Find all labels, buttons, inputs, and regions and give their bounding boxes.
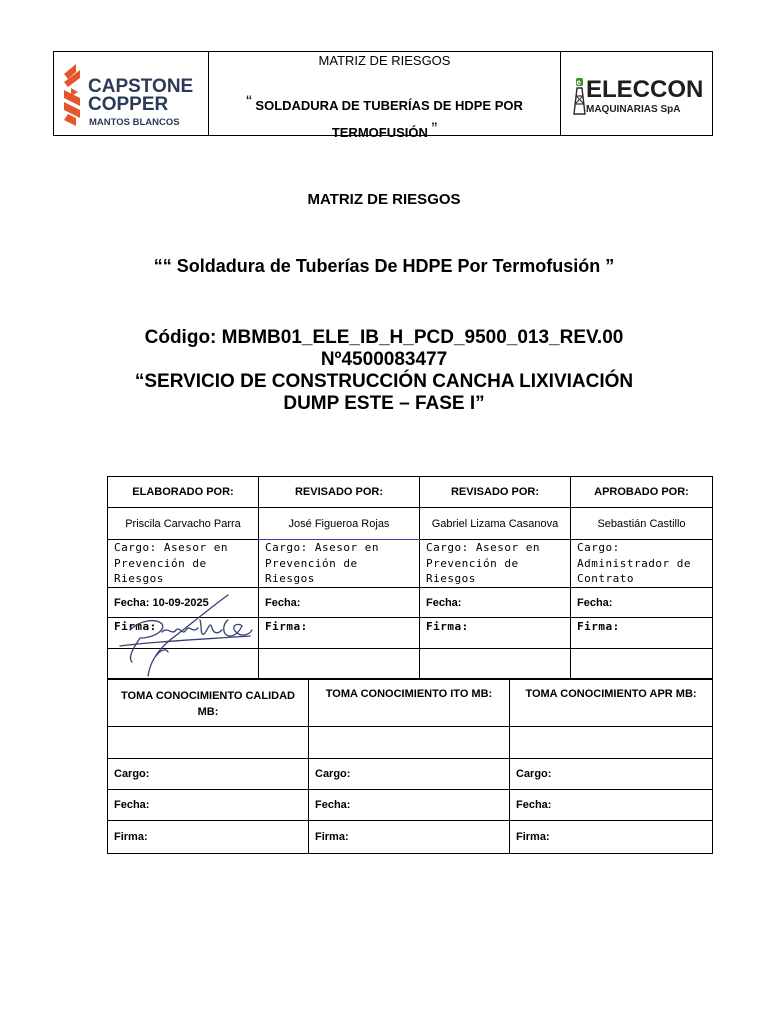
ack-firma-apr: Firma:: [510, 821, 713, 854]
firma-elaborado: Firma:: [108, 618, 259, 649]
eleccon-logo-cell: [561, 52, 712, 135]
header-elaborado: ELABORADO POR:: [108, 477, 259, 508]
header-revisado-2: REVISADO POR:: [420, 477, 571, 508]
header-title-cell: [209, 52, 561, 140]
acknowledgement-table: [107, 679, 713, 854]
ack-header-row: [108, 680, 713, 727]
cargo-line: Cargo: Asesor en: [265, 541, 379, 554]
fecha-elaborado: Fecha: 10-09-2025: [108, 588, 259, 618]
capstone-copper-logo: [54, 52, 209, 136]
cargo-line: Cargo:: [577, 541, 620, 554]
ack-fecha-row: [108, 790, 713, 821]
ack-fecha-apr: Fecha:: [510, 790, 713, 821]
document-code-block: [0, 327, 768, 415]
name-aprobado: Sebastián Castillo: [571, 508, 713, 540]
cargo-line: Riesgos: [426, 572, 476, 585]
svg-text:ELECCON: ELECCON: [586, 76, 704, 103]
header-open-quote: “: [246, 92, 252, 111]
signature-space-revisado-1: [259, 649, 420, 679]
header-title-line2: TERMOFUSIÓN: [331, 125, 428, 140]
capstone-logo-cell: [54, 52, 209, 135]
svg-text:COPPER: COPPER: [88, 94, 169, 115]
cargo-revisado-2: [420, 540, 571, 588]
ack-blank-row: [108, 727, 713, 759]
header-toma-ito: TOMA CONOCIMIENTO ITO MB:: [309, 680, 510, 727]
header-title: [209, 90, 560, 144]
name-revisado-2: Gabriel Lizama Casanova: [420, 508, 571, 540]
ack-firma-ito: Firma:: [309, 821, 510, 854]
firma-aprobado: Firma:: [571, 618, 713, 649]
cargo-elaborado: [108, 540, 259, 588]
ack-fecha-calidad: Fecha:: [108, 790, 309, 821]
document-number: Nº4500083477: [320, 349, 448, 370]
svg-text:MANTOS BLANCOS: MANTOS BLANCOS: [89, 117, 180, 128]
cargo-line: Contrato: [577, 572, 634, 585]
document-service-line2: DUMP ESTE – FASE I”: [283, 393, 485, 414]
header-close-quote: ”: [431, 119, 438, 138]
handwritten-signature: [110, 590, 260, 682]
fecha-revisado-1: Fecha:: [259, 588, 420, 618]
header-toma-calidad: TOMA CONOCIMIENTO CALIDAD MB:: [108, 680, 309, 727]
ack-blank-ito: [309, 727, 510, 759]
document-header: [53, 51, 713, 140]
header-aprobado: APROBADO POR:: [571, 477, 713, 508]
cargo-line: Prevención de: [114, 556, 207, 570]
firma-revisado-1: Firma:: [259, 618, 420, 649]
ack-cargo-apr: Cargo:: [510, 759, 713, 790]
header-revisado-1: REVISADO POR:: [259, 477, 420, 508]
header-top-label: MATRIZ DE RIESGOS: [318, 53, 451, 68]
document-service-line1: “SERVICIO DE CONSTRUCCIÓN CANCHA LIXIVIACIÓN: [134, 371, 634, 392]
ack-blank-apr: [510, 727, 713, 759]
fecha-revisado-2: Fecha:: [420, 588, 571, 618]
cargo-line: Administrador de: [577, 556, 691, 570]
header-toma-apr: TOMA CONOCIMIENTO APR MB:: [510, 680, 713, 727]
approvals-cargo-row: [108, 540, 713, 588]
svg-text:e: e: [576, 78, 581, 87]
document-heading: MATRIZ DE RIESGOS: [307, 191, 461, 208]
eleccon-logo: [561, 52, 713, 136]
approvals-name-row: [108, 508, 713, 540]
fecha-aprobado: Fecha:: [571, 588, 713, 618]
header-title-line1: SOLDADURA DE TUBERÍAS DE HDPE POR: [255, 98, 523, 113]
cargo-aprobado: [571, 540, 713, 588]
ack-blank-calidad: [108, 727, 309, 759]
document-code: Código: MBMB01_ELE_IB_H_PCD_9500_013_REV.00: [144, 327, 624, 348]
cargo-line: Cargo: Asesor en: [114, 541, 228, 554]
cargo-line: Cargo: Asesor en: [426, 541, 540, 554]
ack-cargo-row: [108, 759, 713, 790]
ack-cargo-calidad: Cargo:: [108, 759, 309, 790]
ack-cargo-ito: Cargo:: [309, 759, 510, 790]
cargo-line: Prevención de Riesgos: [265, 556, 358, 585]
firma-revisado-2: Firma:: [420, 618, 571, 649]
name-revisado-1: José Figueroa Rojas: [259, 508, 420, 540]
name-elaborado: Priscila Carvacho Parra: [108, 508, 259, 540]
ack-firma-row: [108, 821, 713, 854]
cargo-revisado-1: [259, 540, 420, 588]
document-subtitle: ““ Soldadura de Tuberías De HDPE Por Termofusión ”: [153, 256, 615, 276]
svg-text:CAPSTONE: CAPSTONE: [88, 76, 194, 97]
svg-text:MAQUINARIAS SpA: MAQUINARIAS SpA: [586, 104, 681, 115]
signature-space-revisado-2: [420, 649, 571, 679]
cargo-line: Riesgos: [114, 572, 164, 585]
ack-fecha-ito: Fecha:: [309, 790, 510, 821]
signature-space-aprobado: [571, 649, 713, 679]
approvals-header-row: [108, 477, 713, 508]
cargo-line: Prevención de: [426, 556, 519, 570]
ack-firma-calidad: Firma:: [108, 821, 309, 854]
